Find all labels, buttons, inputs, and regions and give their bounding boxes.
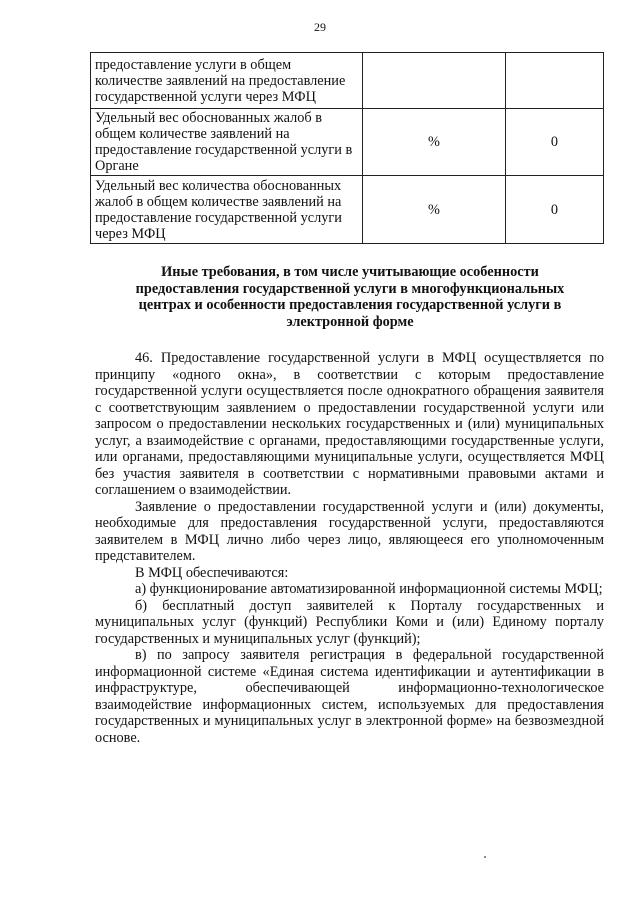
- indicator-unit: [363, 53, 506, 109]
- indicator-unit: %: [363, 176, 506, 244]
- indicator-name: Удельный вес обоснованных жалоб в общем количестве заявлений на предоставление государственной услуги в Органе: [91, 109, 363, 176]
- indicator-value: 0: [506, 109, 604, 176]
- indicator-value: [506, 53, 604, 109]
- paragraph: 46. Предоставление государственной услуги в МФЦ осуществляется по принципу «одного окна», в соответствии с которым предоставление государственной услуги осуществляется после однократного обращения заявителя с соответствующим заявлением о предоставлении государственной услуги или запросом о предоставлении нескольких государственных и (или) муниципальных услуг, а взаимодействие с органами, предоставляющими государственные услуги, или органами, предоставляющими муниципальные услуги, осуществляется МФЦ без участия заявителя в соответствии с нормативными правовыми актами и соглашением о взаимодействии.: [95, 350, 604, 498]
- scan-speck: [484, 856, 486, 858]
- paragraph: б) бесплатный доступ заявителей к Порталу государственных и муниципальных услуг (функций) Республики Коми и (или) Единому порталу государственных и муниципальных услуг (функций);: [95, 597, 604, 647]
- indicator-unit: %: [363, 109, 506, 176]
- table-row: [91, 109, 604, 176]
- body-text: [95, 350, 604, 746]
- table-row: [91, 176, 604, 244]
- paragraph: Заявление о предоставлении государственной услуги и (или) документы, необходимые для предоставления государственной услуги, предоставляются заявителем в МФЦ лично либо через лицо, являющееся его уполномоченным представителем.: [95, 498, 604, 564]
- page-number: 29: [314, 20, 326, 34]
- section-heading: Иные требования, в том числе учитывающие особенности предоставления государственной услуги в многофункциональных центрах и особенности предоставления государственной услуги в электронной форме: [135, 264, 565, 330]
- paragraph: в) по запросу заявителя регистрация в федеральной государственной информационной системе «Единая система идентификации и аутентификации в инфраструктуре, обеспечивающей информационно-технологическое взаимодействие информационных систем, используемых для предоставления государственных и муниципальных услуг в электронной форме» на безвозмездной основе.: [95, 647, 604, 746]
- table-row: [91, 53, 604, 109]
- indicator-name: Удельный вес количества обоснованных жалоб в общем количестве заявлений на предоставление государственной услуги через МФЦ: [91, 176, 363, 244]
- indicator-value: 0: [506, 176, 604, 244]
- indicators-table: [90, 52, 604, 244]
- paragraph: В МФЦ обеспечиваются:: [135, 564, 289, 581]
- paragraph: а) функционирование автоматизированной информационной системы МФЦ;: [135, 581, 603, 597]
- indicator-name: предоставление услуги в общем количестве заявлений на предоставление государственной услуги через МФЦ: [91, 53, 363, 109]
